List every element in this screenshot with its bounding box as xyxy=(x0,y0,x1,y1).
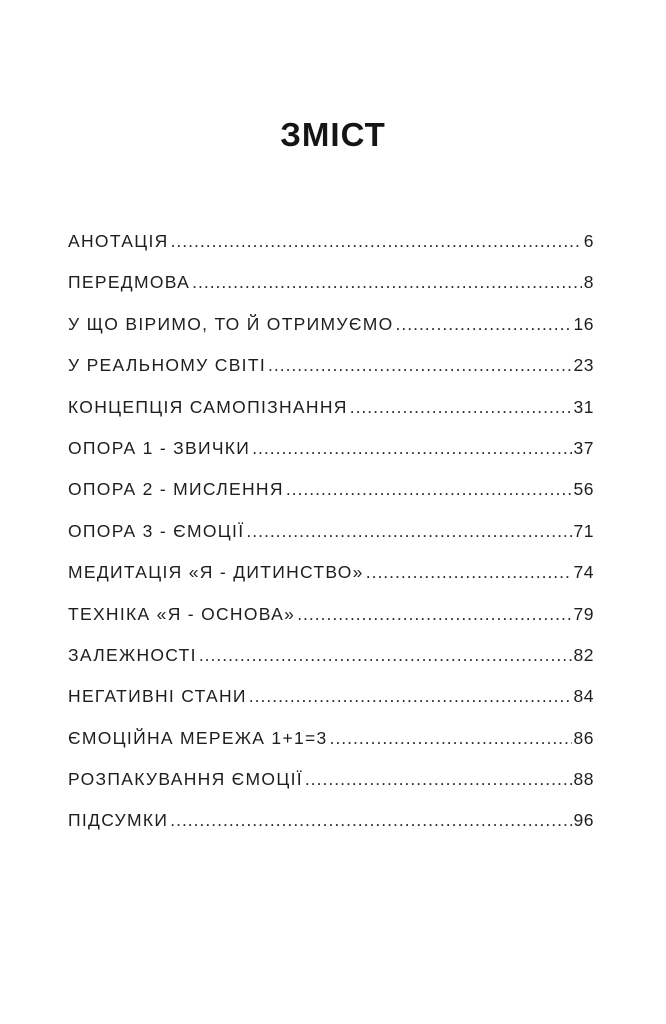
dot-leader xyxy=(366,562,572,583)
toc-entry-title: РОЗПАКУВАННЯ ЄМОЦІЇ xyxy=(68,769,303,790)
toc-entry-title: МЕДИТАЦІЯ «Я - ДИТИНСТВО» xyxy=(68,562,364,583)
dot-leader xyxy=(350,397,572,418)
toc-entry xyxy=(68,272,594,313)
dot-leader xyxy=(286,479,572,500)
toc-entry xyxy=(68,810,594,851)
toc-page-number: 82 xyxy=(573,644,594,665)
dot-leader xyxy=(330,728,572,749)
toc-entry-title: ПІДСУМКИ xyxy=(68,810,169,831)
toc-entry xyxy=(68,604,594,645)
dot-leader xyxy=(396,314,572,335)
toc-entry xyxy=(68,769,594,810)
toc-entry xyxy=(68,521,594,562)
toc-entry xyxy=(68,479,594,520)
toc-entry xyxy=(68,397,594,438)
toc-page-number: 6 xyxy=(583,231,594,251)
toc-entry xyxy=(68,355,594,396)
toc-page-number: 84 xyxy=(573,686,594,707)
dot-leader xyxy=(171,231,582,252)
toc-entry xyxy=(68,231,594,272)
toc-entry-title: ЄМОЦІЙНА МЕРЕЖА 1+1=3 xyxy=(68,727,328,748)
toc-entry-title: ОПОРА 3 - ЄМОЦІЇ xyxy=(68,520,245,541)
dot-leader xyxy=(192,272,582,293)
toc-page-number: 79 xyxy=(573,603,594,624)
toc-page-number: 8 xyxy=(583,272,594,293)
toc-entry xyxy=(68,562,594,603)
toc-entry-title: НЕГАТИВНІ СТАНИ xyxy=(68,686,247,707)
toc-entry xyxy=(68,728,594,769)
toc-page-number: 86 xyxy=(573,727,594,748)
toc-entry-title: ТЕХНІКА «Я - ОСНОВА» xyxy=(68,603,296,624)
table-of-contents xyxy=(68,231,594,852)
dot-leader xyxy=(170,810,571,831)
toc-entry-title: ОПОРА 2 - МИСЛЕННЯ xyxy=(68,479,284,500)
toc-page-number: 31 xyxy=(573,396,594,417)
dot-leader xyxy=(249,686,572,707)
toc-entry-title: У РЕАЛЬНОМУ СВІТІ xyxy=(68,355,266,376)
toc-entry xyxy=(68,645,594,686)
toc-entry-title: КОНЦЕПЦІЯ САМОПІЗНАННЯ xyxy=(68,396,348,417)
toc-entry xyxy=(68,686,594,727)
toc-page-number: 23 xyxy=(573,355,594,376)
toc-page-number: 37 xyxy=(573,437,594,458)
toc-page-number: 16 xyxy=(573,313,594,334)
toc-entry-title: АНОТАЦІЯ xyxy=(68,231,169,251)
dot-leader xyxy=(199,645,572,666)
toc-entry xyxy=(68,438,594,479)
dot-leader xyxy=(252,438,571,459)
toc-entry-title: ОПОРА 1 - ЗВИЧКИ xyxy=(68,437,251,458)
toc-entry-title: У ЩО ВІРИМО, ТО Й ОТРИМУЄМО xyxy=(68,313,394,334)
toc-page-number: 56 xyxy=(573,479,594,500)
toc-entry-title: ЗАЛЕЖНОСТІ xyxy=(68,644,197,665)
toc-page-number: 71 xyxy=(573,520,594,541)
toc-page-number: 74 xyxy=(573,562,594,583)
toc-entry xyxy=(68,314,594,355)
toc-entry-title: ПЕРЕДМОВА xyxy=(68,272,191,293)
dot-leader xyxy=(268,355,572,376)
toc-page-number: 96 xyxy=(573,810,594,831)
dot-leader xyxy=(246,521,571,542)
dot-leader xyxy=(297,604,571,625)
page-title: ЗМІСТ xyxy=(280,116,386,153)
dot-leader xyxy=(305,769,572,790)
toc-page-number: 88 xyxy=(573,769,594,790)
